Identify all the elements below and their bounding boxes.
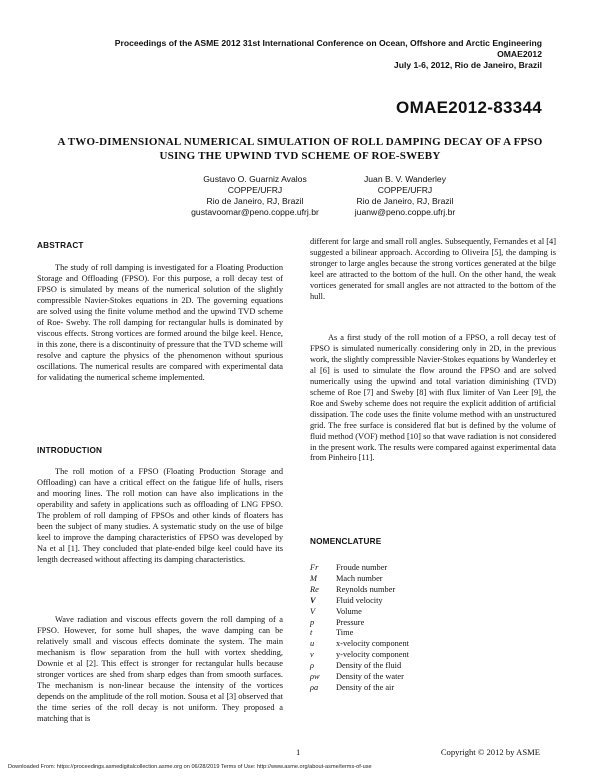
title-line-1: A TWO-DIMENSIONAL NUMERICAL SIMULATION OF ROLL DAMPING DECAY OF A FPSO (57, 136, 543, 148)
nomenclature-symbol: V (310, 595, 316, 605)
nomenclature-item (310, 650, 556, 661)
download-notice[interactable]: Downloaded From: https://proceedings.asmedigitalcollection.asme.org on 06/28/2019 Terms of Use: http://www.asme.org/about-asme/terms-of-use (8, 764, 372, 770)
nomenclature-description: y-velocity component (336, 650, 409, 660)
nomenclature-description: Pressure (336, 617, 365, 627)
nomenclature-symbol: ρa (310, 682, 319, 692)
nomenclature-description: Reynolds number (336, 584, 396, 594)
author-name: Juan B. V. Wanderley (363, 174, 446, 184)
author-block-1 (175, 174, 335, 218)
nomenclature-description: Time (336, 628, 354, 638)
title-line-2: USING THE UPWIND TVD SCHEME OF ROE-SWEBY (159, 150, 441, 162)
nomenclature-item (310, 639, 556, 650)
nomenclature-item (310, 563, 556, 574)
nomenclature-item (310, 607, 556, 618)
nomenclature-symbol: p (310, 617, 315, 627)
nomenclature-item (310, 596, 556, 607)
author-email[interactable]: juanw@peno.coppe.ufrj.br (354, 207, 456, 217)
nomenclature-list (310, 563, 556, 694)
nomenclature-item (310, 661, 556, 672)
author-location: Rio de Janeiro, RJ, Brazil (206, 196, 304, 206)
nomenclature-symbol: v (310, 650, 314, 660)
nomenclature-description: Mach number (336, 573, 383, 583)
col2-paragraph-1: different for large and small roll angles. Subsequently, Fernandes et al [4] suggested a bilinear approach. According to Oliveira [5], the damping is stronger to large angles because the strong vortices generated at the bilge keel are attracted to the bottom of the hull. On the other hand, the weak vortices generated for small angles are not attracted to the bottom of the hull. (310, 237, 556, 301)
col2-paragraph-2: As a first study of the roll motion of a FPSO, a roll decay test of FPSO is simulated numerically considering only in 2D, in the previous work, the slightly compressible Navier-Stokes equations by Wanderley et al [6] is used to simulate the flow around the FPSO and are solved numerically using the upwind and total variation diminishing (TVD) scheme of Roe [7] and Sweby [8] with flux limiter of Van Leer [9], the Roe and Sweby scheme does not require the explicit addition of artificial dissipation. The code uses the finite volume method with an unstructured grid. The free surface is considered flat but is defined by the volume of fluid method (VOF) method [10] so that wave radiation is not considered in the present work. The results were compared against experimental data from Pinheiro [11]. (310, 333, 556, 463)
nomenclature-symbol: Fr (310, 563, 319, 572)
nomenclature-symbol: ρw (310, 672, 320, 682)
author-email[interactable]: gustavoomar@peno.coppe.ufrj.br (191, 207, 319, 217)
nomenclature-description: Froude number (336, 563, 388, 572)
conference-acronym: OMAE2012 (497, 49, 542, 59)
author-block-2 (340, 174, 470, 218)
nomenclature-item (310, 672, 556, 683)
nomenclature-description: Volume (336, 606, 362, 616)
intro-paragraph-2: Wave radiation and viscous effects govern the roll damping of a FPSO. However, for some hull shapes, the wave damping can be relatively small and viscous effects dominate the system. The main mechanism is flow separation from the hull with vortex shedding, Downie et al [2]. This effect is stronger for rectangular hulls because stronger vortices are shed from sharp edges than from smooth surfaces. The mechanism is non-linear because the intensity of the vortices depends on the amplitude of the roll motion. Sousa et al [3] observed that the time series of the roll decay is not uniform. They proposed a matching that is (37, 615, 283, 723)
nomenclature-description: Density of the fluid (336, 661, 402, 671)
nomenclature-item (310, 628, 556, 639)
abstract-heading: ABSTRACT (37, 241, 84, 250)
author-affiliation: COPPE/UFRJ (227, 185, 283, 195)
nomenclature-item (310, 574, 556, 585)
author-location: Rio de Janeiro, RJ, Brazil (356, 196, 454, 206)
nomenclature-description: Fluid velocity (336, 595, 383, 605)
nomenclature-description: Density of the water (336, 672, 404, 682)
nomenclature-item (310, 585, 556, 596)
nomenclature-symbol: u (310, 639, 315, 649)
copyright: Copyright © 2012 by ASME (440, 747, 540, 757)
abstract-text: The study of roll damping is investigated for a Floating Production Storage and Offloading (FPSO). For this purpose, a roll decay test of FPSO is simulated by means of the numerical solution of the slightly compressible Navier-Stokes equations in 2D. The governing equations are solved using the finite volume method and the upwind TVD scheme of Roe- Sweby. The roll damping for rectangular hulls is dominated by viscous effects. Strong vortices are formed around the bilge keel. Hence, in this zone, there is a discontinuity of pressure that the TVD scheme will resolve and capture the physics of the phenomenon without spurious oscillations. The numerical results are compared with experimental data for validating the numerical scheme implemented. (37, 263, 283, 382)
nomenclature-symbol: Re (310, 584, 319, 594)
nomenclature-item (310, 683, 556, 694)
author-name: Gustavo O. Guarniz Avalos (203, 174, 307, 184)
nomenclature-item (310, 618, 556, 629)
paper-id: OMAE2012-83344 (396, 98, 542, 117)
author-affiliation: COPPE/UFRJ (377, 185, 433, 195)
nomenclature-description: Density of the air (336, 682, 395, 692)
nomenclature-description: x-velocity component (336, 639, 409, 649)
nomenclature-symbol: t (310, 628, 313, 638)
conference-name: Proceedings of the ASME 2012 31st International Conference on Ocean, Offshore and Arctic Engineering (114, 38, 542, 48)
nomenclature-symbol: V (310, 606, 316, 616)
introduction-heading: INTRODUCTION (37, 446, 103, 455)
paper-title (40, 135, 560, 163)
intro-paragraph-1: The roll motion of a FPSO (Floating Production Storage and Offloading) can have a critical effect on the fatigue life of hulls, risers and mooring lines. The roll motion can have also implications in the operability and safety in applications such as offloading of LNG FPSO. The problem of roll damping of FPSOs and other kinds of floaters has been the subject of many studies. A systematic study on the use of bilge keel to improve the damping characteristics of FPSO was developed by Na et al [1]. They concluded that plate-ended bilge keel could have its length decreased without affecting its damping characteristics. (37, 467, 283, 564)
conference-dates: July 1-6, 2012, Rio de Janeiro, Brazil (393, 60, 542, 70)
nomenclature-heading: NOMENCLATURE (310, 537, 382, 546)
nomenclature-symbol: ρ (310, 661, 315, 671)
page-number: 1 (296, 747, 301, 757)
nomenclature-symbol: M (310, 573, 317, 583)
